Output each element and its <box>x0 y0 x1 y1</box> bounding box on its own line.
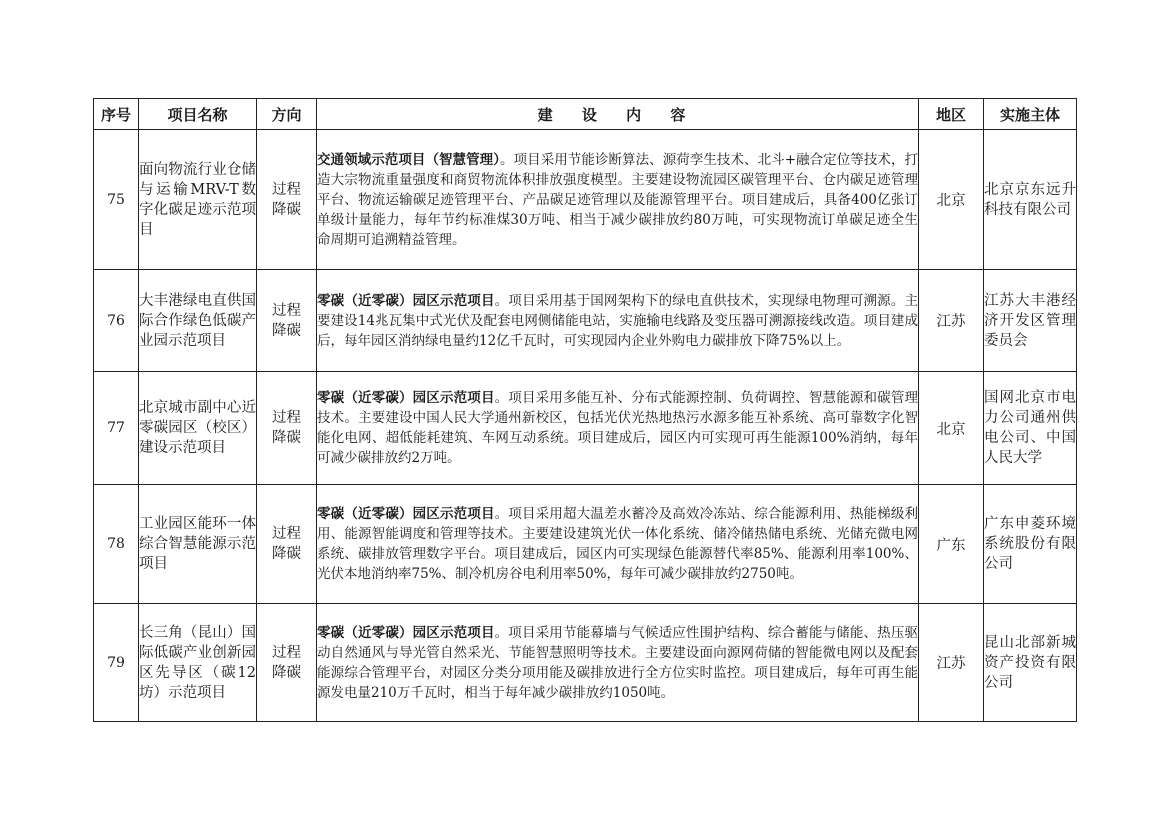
region: 北京 <box>919 372 984 485</box>
content-cell <box>317 270 919 372</box>
implementing-org: 江苏大丰港经济开发区管理委员会 <box>984 270 1077 372</box>
table-row <box>94 372 1077 485</box>
header-project-name: 项目名称 <box>139 99 257 130</box>
region: 广东 <box>919 485 984 604</box>
implementing-org: 广东申菱环境系统股份有限公司 <box>984 485 1077 604</box>
table-header-row <box>94 99 1077 130</box>
implementing-org: 国网北京市电力公司通州供电公司、中国人民大学 <box>984 372 1077 485</box>
direction: 过程 降碳 <box>257 604 317 722</box>
header-direction: 方向 <box>257 99 317 130</box>
project-name: 北京城市副中心近零碳园区（校区）建设示范项目 <box>139 372 257 485</box>
content-cell <box>317 604 919 722</box>
header-org: 实施主体 <box>984 99 1077 130</box>
content-body: 。项目采用节能诊断算法、源荷孪生技术、北斗+融合定位等技术，打造大宗物流重量强度和商贸物流体积排放强度模型。主要建设物流园区碳管理平台、仓内碳足迹管理平台、物流运输碳足迹管理平台、产品碳足迹管理以及能源管理平台。项目建成后，具备400亿张订单级计量能力，每年节约标准煤30万吨、相当于减少碳排放约80万吨，可实现物流订单碳足迹全生命周期可追溯精益管理。 <box>317 151 919 248</box>
content-body: 。项目采用多能互补、分布式能源控制、负荷调控、智慧能源和碳管理技术。主要建设中国人民大学通州新校区，包括光伏光热地热污水源多能互补系统、高可靠数字化智能化电网、超低能耗建筑、车网互动系统。项目建成后，园区内可实现可再生能源100%消纳，每年可减少碳排放约2万吨。 <box>317 390 919 466</box>
content-type: 零碳（近零碳）园区示范项目 <box>317 506 495 522</box>
content-cell <box>317 485 919 604</box>
row-number: 76 <box>94 270 139 372</box>
direction: 过程 降碳 <box>257 372 317 485</box>
project-name: 长三角（昆山）国际低碳产业创新园区先导区（碳12坊）示范项目 <box>139 604 257 722</box>
content-type: 零碳（近零碳）园区示范项目 <box>317 292 495 309</box>
direction: 过程 降碳 <box>257 130 317 270</box>
table-row <box>94 485 1077 604</box>
header-content: 建 设 内 容 <box>317 99 919 130</box>
content-body: 。项目采用节能幕墙与气候适应性围护结构、综合蓄能与储能、热压驱动自然通风与导光管自然采光、节能智慧照明等技术。主要建设面向源网荷储的智能微电网以及配套能源综合管理平台，对园区分类分项用能及碳排放进行全方位实时监控。项目建成后，每年可再生能源发电量210万千瓦时，相当于每年减少碳排放约1050吨。 <box>317 624 919 701</box>
implementing-org: 昆山北部新城资产投资有限公司 <box>984 604 1077 722</box>
table-row <box>94 130 1077 270</box>
region: 江苏 <box>919 604 984 722</box>
row-number: 75 <box>94 130 139 270</box>
header-no: 序号 <box>94 99 139 130</box>
region: 北京 <box>919 130 984 270</box>
project-name: 大丰港绿电直供国际合作绿色低碳产业园示范项目 <box>139 270 257 372</box>
header-region: 地区 <box>919 99 984 130</box>
content-type: 交通领域示范项目（智慧管理） <box>317 151 501 168</box>
project-name: 面向物流行业仓储与运输MRV-T数字化碳足迹示范项目 <box>139 130 257 270</box>
project-table <box>93 98 1077 722</box>
implementing-org: 北京京东远升科技有限公司 <box>984 130 1077 270</box>
table-row <box>94 604 1077 722</box>
content-body: 。项目采用基于国网架构下的绿电直供技术，实现绿电物理可溯源。主要建设14兆瓦集中式光伏及配套电网侧储能电站，实施输电线路及变压器可溯源接线改造。项目建成后，每年园区消纳绿电量约12亿千瓦时，可实现园内企业外购电力碳排放下降75%以上。 <box>317 292 919 349</box>
project-name: 工业园区能环一体综合智慧能源示范项目 <box>139 485 257 604</box>
content-body: 。项目采用超大温差水蓄冷及高效冷冻站、综合能源利用、热能梯级利用、能源智能调度和管理等技术。主要建设建筑光伏一体化系统、储冷储热储电系统、光储充微电网系统、碳排放管理数字平台。项目建成后，园区内可实现绿色能源替代率85%、能源利用率100%、光伏本地消纳率75%、制冷机房谷电利用率50%，每年可减少碳排放约2750吨。 <box>317 506 919 582</box>
content-type: 零碳（近零碳）园区示范项目 <box>317 624 495 641</box>
direction: 过程 降碳 <box>257 270 317 372</box>
region: 江苏 <box>919 270 984 372</box>
content-cell <box>317 372 919 485</box>
content-cell <box>317 130 919 270</box>
content-type: 零碳（近零碳）园区示范项目 <box>317 390 495 406</box>
row-number: 79 <box>94 604 139 722</box>
row-number: 77 <box>94 372 139 485</box>
row-number: 78 <box>94 485 139 604</box>
table-row <box>94 270 1077 372</box>
direction: 过程 降碳 <box>257 485 317 604</box>
